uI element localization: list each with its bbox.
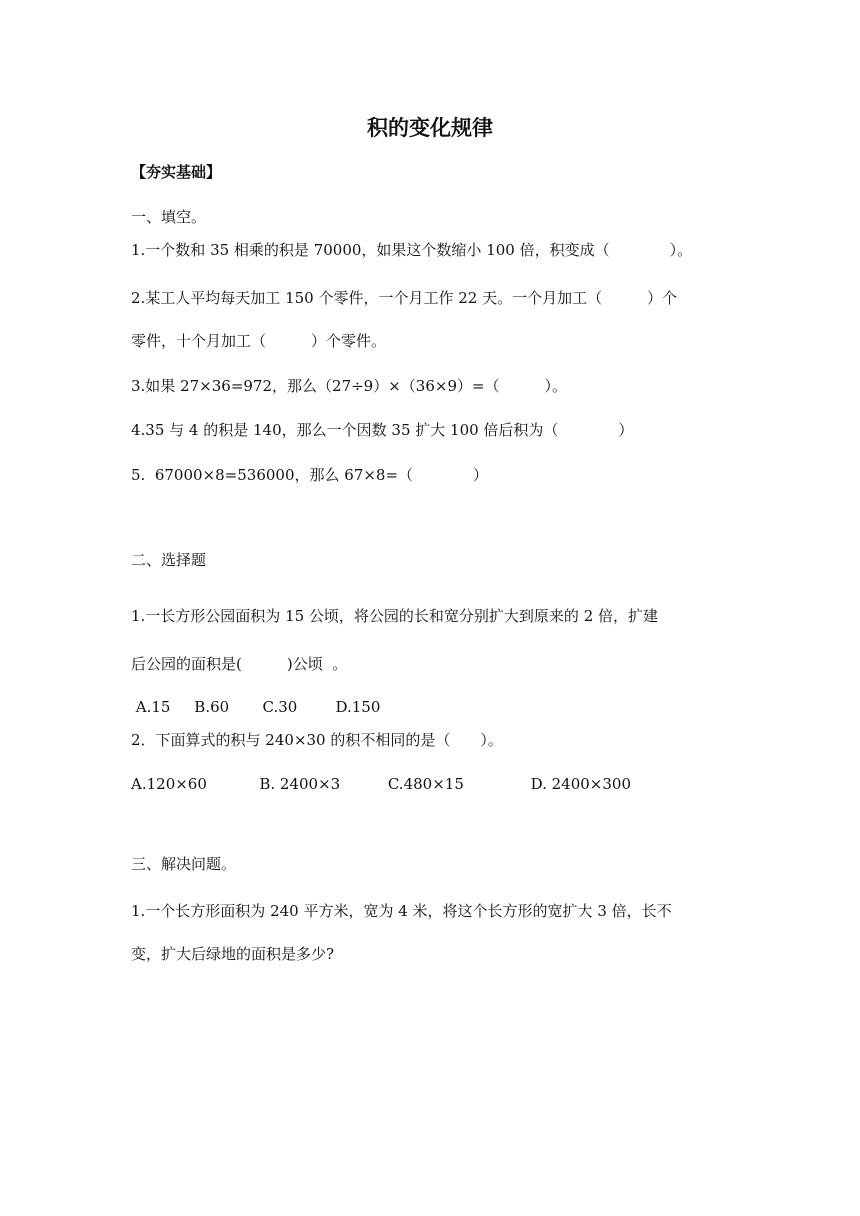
section-label: 【夯实基础】 [131,163,222,181]
part1-question-2-line-2: 零件，十个月加工（ ）个零件。 [131,332,387,350]
part1-question-1: 1.一个数和 35 相乘的积是 70000，如果这个数缩小 100 倍，积变成（ ）。 [131,241,693,259]
part2-question-1-options: A.15 B.60 C.30 D.150 [131,698,381,716]
page-title: 积的变化规律 [367,116,493,140]
part1-heading: 一、填空。 [131,208,207,226]
part3-heading: 三、解决问题。 [131,855,237,873]
part2-question-2-options: A.120×60 B. 2400×3 C.480×15 D. 2400×300 [131,775,632,793]
part2-heading: 二、选择题 [131,551,207,569]
part1-question-4: 4.35 与 4 的积是 140，那么一个因数 35 扩大 100 倍后积为（ ） [131,421,634,439]
part2-question-1-line-2: 后公园的面积是( )公顷 。 [131,655,348,673]
part1-question-5: 5. 67000×8=536000，那么 67×8=（ ） [131,466,489,484]
part2-question-2: 2．下面算式的积与 240×30 的积不相同的是（ ）。 [131,731,503,749]
part3-question-1-line-1: 1.一个长方形面积为 240 平方米，宽为 4 米，将这个长方形的宽扩大 3 倍，长不 [131,902,672,920]
part1-question-3: 3.如果 27×36=972，那么（27÷9）×（36×9）=（ ）。 [131,377,568,395]
part1-question-2-line-1: 2.某工人平均每天加工 150 个零件，一个月工作 22 天。一个月加工（ ）个 [131,289,678,307]
part3-question-1-line-2: 变，扩大后绿地的面积是多少? [131,945,335,963]
part2-question-1-line-1: 1.一长方形公园面积为 15 公顷，将公园的长和宽分别扩大到原来的 2 倍，扩建 [131,607,659,625]
